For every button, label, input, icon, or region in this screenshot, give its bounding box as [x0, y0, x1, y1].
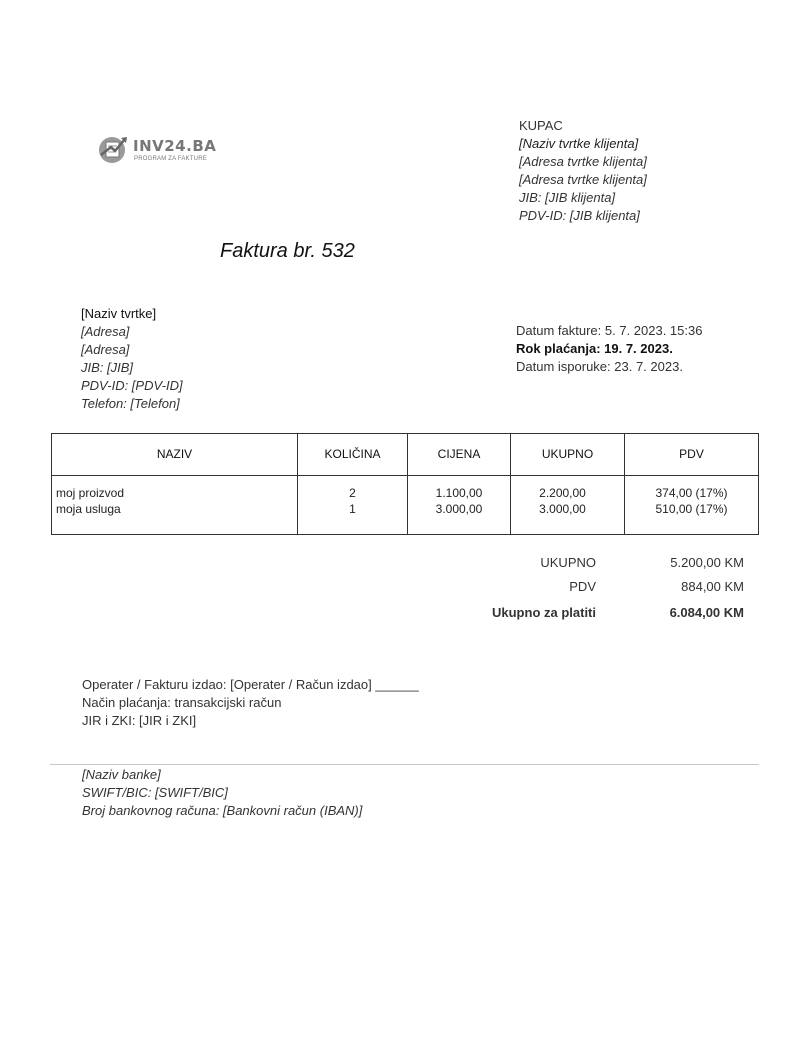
items-table	[51, 433, 759, 535]
subtotal-value: 5.200,00 KM	[670, 555, 744, 570]
seller-pdv-id: PDV-ID: [PDV-ID]	[81, 378, 183, 393]
delivery-date: Datum isporuke: 23. 7. 2023.	[516, 359, 683, 374]
table-row	[52, 501, 758, 517]
buyer-pdv-id: PDV-ID: [JIB klijenta]	[519, 208, 640, 223]
item-quantity: 2	[349, 486, 356, 500]
footer-divider	[50, 764, 759, 765]
bank-block	[82, 766, 362, 820]
item-price: 1.100,00	[435, 486, 483, 500]
seller-address-2: [Adresa]	[81, 342, 130, 357]
column-header-pdv: PDV	[679, 447, 704, 461]
invoice-title: Faktura br. 532	[220, 240, 355, 262]
seller-block	[81, 305, 183, 413]
column-header-kolicina: KOLIČINA	[324, 447, 381, 461]
vat-label: PDV	[569, 579, 596, 594]
bank-name: [Naziv banke]	[82, 767, 161, 782]
buyer-jib: JIB: [JIB klijenta]	[519, 190, 616, 205]
payment-method: Način plaćanja: transakcijski račun	[82, 695, 282, 710]
company-logo	[97, 133, 217, 169]
item-vat: 374,00 (17%)	[655, 486, 728, 500]
buyer-block	[519, 117, 647, 225]
item-total: 3.000,00	[539, 502, 586, 516]
bank-account: Broj bankovnog računa: [Bankovni račun (IBAN)]	[82, 803, 363, 818]
header-divider	[52, 475, 758, 476]
buyer-heading: KUPAC	[519, 118, 563, 133]
bank-swift: SWIFT/BIC: [SWIFT/BIC]	[82, 785, 228, 800]
buyer-name: [Naziv tvrtke klijenta]	[519, 136, 639, 151]
item-name: moja usluga	[56, 502, 121, 516]
item-vat: 510,00 (17%)	[655, 502, 728, 516]
footer-block	[82, 676, 419, 730]
item-total: 2.200,00	[539, 486, 586, 500]
due-date: Rok plaćanja: 19. 7. 2023.	[516, 341, 673, 356]
subtotal-label: UKUPNO	[540, 555, 596, 570]
seller-jib: JIB: [JIB]	[81, 360, 134, 375]
column-header-ukupno: UKUPNO	[541, 447, 594, 461]
seller-name: [Naziv tvrtke]	[81, 306, 157, 321]
grand-total-value: 6.084,00 KM	[669, 605, 744, 620]
column-header-naziv: NAZIV	[156, 447, 193, 461]
jir-zki: JIR i ZKI: [JIR i ZKI]	[82, 713, 197, 728]
operator-line: Operater / Fakturu izdao: [Operater / Račun izdao] ______	[82, 677, 419, 692]
vat-value: 884,00 KM	[681, 579, 744, 594]
column-header-cijena: CIJENA	[437, 447, 481, 461]
grand-total-label: Ukupno za platiti	[492, 605, 596, 620]
logo-document-icon	[97, 133, 129, 165]
item-name: moj proizvod	[56, 486, 125, 500]
invoice-date: Datum fakture: 5. 7. 2023. 15:36	[516, 323, 703, 338]
item-quantity: 1	[349, 502, 356, 516]
dates-block	[516, 322, 702, 376]
seller-phone: Telefon: [Telefon]	[81, 396, 180, 411]
item-price: 3.000,00	[435, 502, 483, 516]
logo-brand: INV24.BA	[133, 137, 217, 155]
table-row	[52, 485, 758, 501]
seller-address-1: [Adresa]	[81, 324, 130, 339]
logo-tagline: PROGRAM ZA FAKTURE	[134, 156, 207, 162]
buyer-address-1: [Adresa tvrtke klijenta]	[519, 154, 647, 169]
buyer-address-2: [Adresa tvrtke klijenta]	[519, 172, 647, 187]
